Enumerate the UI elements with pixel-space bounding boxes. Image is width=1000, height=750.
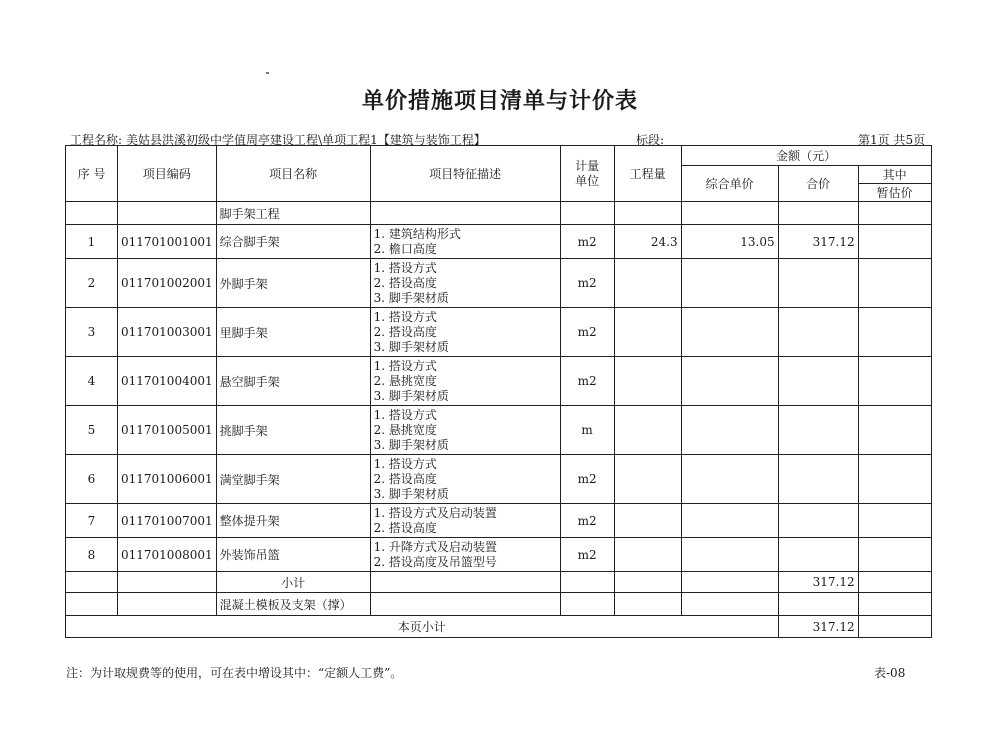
row-qty — [614, 504, 681, 538]
table-row — [66, 225, 932, 259]
header-name: 项目名称 — [216, 146, 370, 202]
row-unit: m2 — [560, 308, 614, 357]
group-unit — [560, 202, 614, 225]
row-qty: 24.3 — [614, 225, 681, 259]
group-title: 脚手架工程 — [216, 202, 370, 225]
row-code: 011701006001 — [118, 455, 217, 504]
group2-price — [681, 593, 778, 616]
feature-line: 2. 悬挑宽度 — [373, 373, 437, 388]
row-provisional — [858, 225, 931, 259]
row-provisional — [858, 406, 931, 455]
row-code: 011701002001 — [118, 259, 217, 308]
row-total — [778, 538, 858, 572]
row-code: 011701003001 — [118, 308, 217, 357]
row-total — [778, 455, 858, 504]
row-total — [778, 308, 858, 357]
subtotal-code — [118, 572, 217, 593]
subtotal-desc — [370, 572, 560, 593]
header-provisional: 暂估价 — [858, 184, 931, 202]
row-seq: 7 — [66, 504, 118, 538]
feature-line: 1. 建筑结构形式 — [373, 226, 461, 241]
row-qty — [614, 455, 681, 504]
form-number: 表-08 — [874, 666, 906, 680]
row-unit: m2 — [560, 538, 614, 572]
feature-line: 1. 搭设方式及启动装置 — [373, 505, 497, 520]
feature-line: 2. 悬挑宽度 — [373, 422, 437, 437]
row-unit: m2 — [560, 259, 614, 308]
table-row — [66, 455, 932, 504]
group-qty — [614, 202, 681, 225]
row-code: 011701007001 — [118, 504, 217, 538]
subtotal-row — [66, 572, 932, 593]
row-features — [370, 455, 560, 504]
row-code: 011701004001 — [118, 357, 217, 406]
page-subtotal-row — [66, 616, 932, 638]
feature-line: 2. 搭设高度 — [373, 275, 437, 290]
row-name: 挑脚手架 — [216, 406, 370, 455]
row-code: 011701005001 — [118, 406, 217, 455]
group2-title: 混凝土模板及支架（撑） — [216, 593, 370, 616]
feature-line: 1. 搭设方式 — [373, 309, 437, 324]
header-row-1 — [66, 146, 932, 166]
row-seq: 2 — [66, 259, 118, 308]
row-unit-price — [681, 538, 778, 572]
row-qty — [614, 259, 681, 308]
row-name: 综合脚手架 — [216, 225, 370, 259]
row-features — [370, 538, 560, 572]
row-unit-price: 13.05 — [681, 225, 778, 259]
row-unit-price — [681, 357, 778, 406]
subtotal-unit — [560, 572, 614, 593]
feature-line: 2. 搭设高度及吊篮型号 — [373, 554, 497, 569]
feature-line: 1. 搭设方式 — [373, 407, 437, 422]
header-of-which: 其中 — [858, 166, 931, 184]
row-qty — [614, 406, 681, 455]
group2-desc — [370, 593, 560, 616]
row-seq: 1 — [66, 225, 118, 259]
row-unit-price — [681, 308, 778, 357]
row-seq: 6 — [66, 455, 118, 504]
group2-prov — [858, 593, 931, 616]
row-unit-price — [681, 455, 778, 504]
row-features — [370, 308, 560, 357]
header-qty: 工程量 — [614, 146, 681, 202]
row-features — [370, 259, 560, 308]
subtotal-total: 317.12 — [778, 572, 858, 593]
group-total — [778, 202, 858, 225]
row-total — [778, 357, 858, 406]
table-row — [66, 538, 932, 572]
row-provisional — [858, 455, 931, 504]
row-name: 悬空脚手架 — [216, 357, 370, 406]
row-unit-price — [681, 504, 778, 538]
page-subtotal-label: 本页小计 — [66, 616, 779, 638]
table-row — [66, 357, 932, 406]
row-name: 里脚手架 — [216, 308, 370, 357]
project-name: 美姑县洪溪初级中学值周亭建设工程\单项工程1【建筑与装饰工程】 — [126, 133, 486, 147]
header-seq: 序 号 — [66, 146, 118, 202]
group2-seq — [66, 593, 118, 616]
row-provisional — [858, 357, 931, 406]
row-total — [778, 406, 858, 455]
group-prov — [858, 202, 931, 225]
group2-total — [778, 593, 858, 616]
row-features — [370, 225, 560, 259]
row-features — [370, 357, 560, 406]
group2-unit — [560, 593, 614, 616]
group2-qty — [614, 593, 681, 616]
table-row — [66, 406, 932, 455]
feature-line: 3. 脚手架材质 — [373, 486, 449, 501]
row-unit: m2 — [560, 504, 614, 538]
row-code: 011701008001 — [118, 538, 217, 572]
feature-line: 2. 檐口高度 — [373, 241, 437, 256]
header-code: 项目编码 — [118, 146, 217, 202]
table-row — [66, 308, 932, 357]
row-unit: m — [560, 406, 614, 455]
section-label: 标段: — [636, 133, 665, 147]
row-unit-price — [681, 259, 778, 308]
row-seq: 5 — [66, 406, 118, 455]
project-label: 工程名称: — [70, 133, 123, 147]
page-subtotal-prov — [858, 616, 931, 638]
feature-line: 1. 升降方式及启动装置 — [373, 539, 497, 554]
page-info: 第1页 共5页 — [858, 133, 926, 147]
feature-line: 3. 脚手架材质 — [373, 290, 449, 305]
feature-line: 1. 搭设方式 — [373, 456, 437, 471]
row-features — [370, 504, 560, 538]
page-title: 单价措施项目清单与计价表 — [361, 89, 638, 114]
group-code — [118, 202, 217, 225]
measures-table — [65, 145, 932, 638]
group-seq — [66, 202, 118, 225]
table-row — [66, 259, 932, 308]
page-subtotal-total: 317.12 — [778, 616, 858, 638]
header-unit — [560, 146, 614, 202]
row-qty — [614, 357, 681, 406]
group2-code — [118, 593, 217, 616]
row-unit: m2 — [560, 225, 614, 259]
subtotal-seq — [66, 572, 118, 593]
subtotal-price — [681, 572, 778, 593]
row-seq: 4 — [66, 357, 118, 406]
row-unit: m2 — [560, 455, 614, 504]
row-code: 011701001001 — [118, 225, 217, 259]
row-provisional — [858, 504, 931, 538]
row-unit-price — [681, 406, 778, 455]
row-seq: 8 — [66, 538, 118, 572]
row-provisional — [858, 308, 931, 357]
row-name: 满堂脚手架 — [216, 455, 370, 504]
feature-line: 3. 脚手架材质 — [373, 388, 449, 403]
feature-line: 2. 搭设高度 — [373, 471, 437, 486]
group2-row — [66, 593, 932, 616]
header-desc: 项目特征描述 — [370, 146, 560, 202]
feature-line: 2. 搭设高度 — [373, 520, 437, 535]
header-unit-line2: 单位 — [575, 173, 600, 188]
feature-line: 3. 脚手架材质 — [373, 339, 449, 354]
row-unit: m2 — [560, 357, 614, 406]
group-row — [66, 202, 932, 225]
header-unit-price: 综合单价 — [681, 166, 778, 202]
row-seq: 3 — [66, 308, 118, 357]
row-qty — [614, 308, 681, 357]
row-total — [778, 259, 858, 308]
row-provisional — [858, 259, 931, 308]
row-name: 整体提升架 — [216, 504, 370, 538]
table-row — [66, 504, 932, 538]
footer-note: 注：为计取规费等的使用，可在表中增设其中：“定额人工费”。 — [66, 666, 403, 680]
group-desc — [370, 202, 560, 225]
subtotal-qty — [614, 572, 681, 593]
feature-line: 3. 脚手架材质 — [373, 437, 449, 452]
row-provisional — [858, 538, 931, 572]
row-name: 外装饰吊篮 — [216, 538, 370, 572]
row-total — [778, 504, 858, 538]
row-total: 317.12 — [778, 225, 858, 259]
feature-line: 1. 搭设方式 — [373, 260, 437, 275]
scan-speck — [266, 72, 269, 74]
subtotal-prov — [858, 572, 931, 593]
header-total: 合价 — [778, 166, 858, 202]
row-name: 外脚手架 — [216, 259, 370, 308]
row-features — [370, 406, 560, 455]
row-qty — [614, 538, 681, 572]
group-price — [681, 202, 778, 225]
feature-line: 2. 搭设高度 — [373, 324, 437, 339]
subtotal-label: 小计 — [216, 572, 370, 593]
header-amount: 金额（元） — [681, 146, 931, 166]
header-unit-line1: 计量 — [575, 158, 600, 173]
feature-line: 1. 搭设方式 — [373, 358, 437, 373]
